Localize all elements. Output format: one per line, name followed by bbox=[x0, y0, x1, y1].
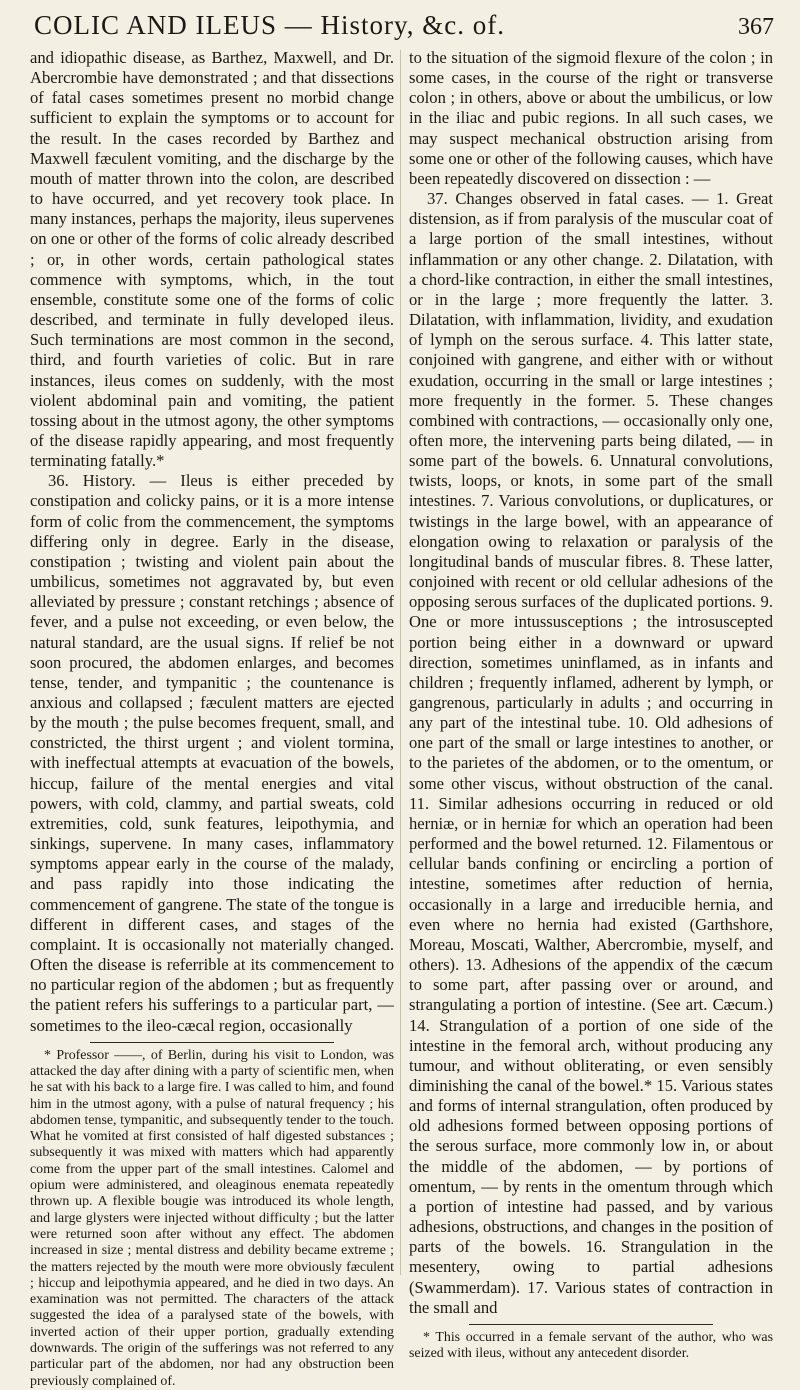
paragraph: to the situation of the sigmoid flexure of the colon ; in some cases, in the course of the right or transverse colon ; in others, above or about the umbilicus, or low in the iliac and pubic regions. In all such cases, we may suspect mechanical obstruction arising from some one or other of the following causes, which have been repeatedly discovered on dissection : — bbox=[409, 48, 773, 188]
page-header bbox=[34, 10, 774, 46]
footnote-rule bbox=[90, 1042, 334, 1043]
paragraph: 36. History. — Ileus is either preceded by constipation and colicky pains, or it is a more intense form of colic from the commencement, the symptoms differing only in degree. Early in the disease, constipation ; twisting and violent pain about the umbilicus, sometimes not aggravated by, but even alleviated by pressure ; constant retchings ; absence of fever, and a pulse not exceeding, or even below, the natural standard, are the usual signs. If relief be not soon procured, the abdomen enlarges, and becomes tense, tender, and tympanitic ; the countenance is anxious and collapsed ; fæculent matters are ejected by the mouth ; the pulse becomes frequent, small, and constricted, the thirst urgent ; and violent tormina, with ineffectual attempts at evacuation of the bowels, hiccup, failure of the mental energies and vital powers, with cold, clammy, and partial sweats, cold extremities, cold, sunk features, leipothymia, and sinkings, supervene. In many cases, inflammatory symptoms appear early in the course of the malady, and pass rapidly into those indicating the commencement of gangrene. The state of the tongue is different in different cases, and stages of the complaint. It is occasionally not materially changed. Often the disease is referrible at its commencement to no particular region of the abdomen ; but as frequently the patient refers his sufferings to a particular part, — sometimes to the ileo-cæcal region, occasionally bbox=[30, 471, 394, 1035]
footnote: * This occurred in a female servant of the author, who was seized with ileus, without any antecedent disorder. bbox=[409, 1329, 773, 1362]
column-divider bbox=[400, 50, 401, 1275]
right-column bbox=[409, 48, 773, 1362]
running-head: COLIC AND ILEUS — History, &c. of. bbox=[34, 10, 505, 40]
paragraph: and idiopathic disease, as Barthez, Maxwell, and Dr. Abercrombie have demonstrated ; and that dissections of fatal cases sometimes present no morbid change sufficient to explain the symptoms or to account for the result. In the cases recorded by Barthez and Maxwell fæculent vomiting, and the discharge by the mouth of matter thrown into the colon, are described to have occurred, and yet recovery took place. In many instances, perhaps the majority, ileus supervenes on one or other of the forms of colic already described ; or, in other words, certain pathological states commence with symptoms, which, in the tout ensemble, constitute some one of the forms of colic described, and terminate in fully developed ileus. Such terminations are most common in the second, third, and fourth varieties of colic. But in rare instances, ileus comes on suddenly, with the most violent abdominal pain and vomiting, the patient tossing about in the utmost agony, the other symptoms of the disease rapidly appearing, and most frequently terminating fatally.* bbox=[30, 48, 394, 471]
paragraph: 37. Changes observed in fatal cases. — 1. Great distension, as if from paralysis of the muscular coat of a large portion of the small intestines, without inflammation or any other change. 2. Dilatation, with a chord-like contraction, in either the small intestines, or in the large ; more frequently the latter. 3. Dilatation, with inflammation, lividity, and exudation of lymph on the serous surface. 4. This latter state, conjoined with gangrene, and either with or without exudation, occurring in the small or large intestines ; more frequently in the former. 5. These changes combined with contractions, — occasionally only one, often more, the intervening parts being dilated, — in some part of the bowels. 6. Unnatural convolutions, twists, loops, or knots, in some part of the small intestines. 7. Various convolutions, or duplicatures, or twistings in the large bowel, with an appearance of elongation owing to relaxation or paralysis of the longitudinal bands of muscular fibres. 8. These latter, conjoined with recent or old cellular adhesions of the opposing serous surfaces of the duplicated portions. 9. One or more intussusceptions ; the introsuscepted portion being either in a downward or upward direction, sometimes uninflamed, as in infants and children ; frequently inflamed, adherent by lymph, or gangrenous, particularly in adults ; and occurring in any part of the intestinal tube. 10. Old adhesions of one part of the small or large intestines to another, or to the parietes of the abdomen, or to the omentum, or some other viscus, without obstruction of the canal. 11. Similar adhesions occurring in reduced or old herniæ, or in herniæ for which an operation had been performed and the bowel returned. 12. Filamentous or cellular bands confining or encircling a portion of intestine, sometimes after reduction of hernia, occasionally in a large and irreducible hernia, and even where no hernia had existed (Garthshore, Moreau, Moscati, Walther, Abercrombie, myself, and others). 13. Adhesions of the appendix of the cæcum to some part, after passing over or around, and strangulating a portion of intestine. (See art. Cæcum.) 14. Strangulation of a portion of one side of the intestine in the femoral arch, without producing any tumour, and without obliterating, or even sensibly diminishing the canal of the bowel.* 15. Various states and forms of internal strangulation, often produced by old adhesions formed between opposing portions of the serous surface, more commonly low in, or about the middle of the abdomen, — by portions of omentum, — by rents in the omentum through which a portion of intestine had passed, and by various adhesions, obstructions, and changes in the position of parts of the bowels. 16. Strangulation in the mesentery, owing to partial adhesions (Swammerdam). 17. Various states of contraction in the small and bbox=[409, 189, 773, 1317]
footnote: * Professor ——, of Berlin, during his visit to London, was attacked the day after dining with a party of scientific men, when he sat with his back to a large fire. I was called to him, and found him in the utmost agony, with a pulse of natural frequency ; his abdomen tense, tympanitic, and subsequently tender to the touch. What he vomited at first consisted of half digested substances ; subsequently it was mixed with matters which had apparently come from the upper part of the small intestines. Calomel and opium were administered, and oleaginous enemata repeatedly thrown up. A flexible bougie was introduced its whole length, and large glysters were injected without difficulty ; but the latter were returned soon after without any effect. The abdomen increased in size ; mental distress and debility became extreme ; the matters rejected by the mouth were more obviously fæculent ; hiccup and leipothymia appeared, and he died in two days. An examination was not permitted. The characters of the attack suggested the idea of a paralysed state of the bowels, with inverted action of their upper portion, gradually extending downwards. The origin of the sufferings was not referred to any particular part of the abdomen, nor had any obstruction been previously complained of. bbox=[30, 1047, 394, 1389]
left-column bbox=[30, 48, 394, 1390]
footnote-rule bbox=[469, 1324, 713, 1325]
page-number: 367 bbox=[738, 14, 774, 40]
